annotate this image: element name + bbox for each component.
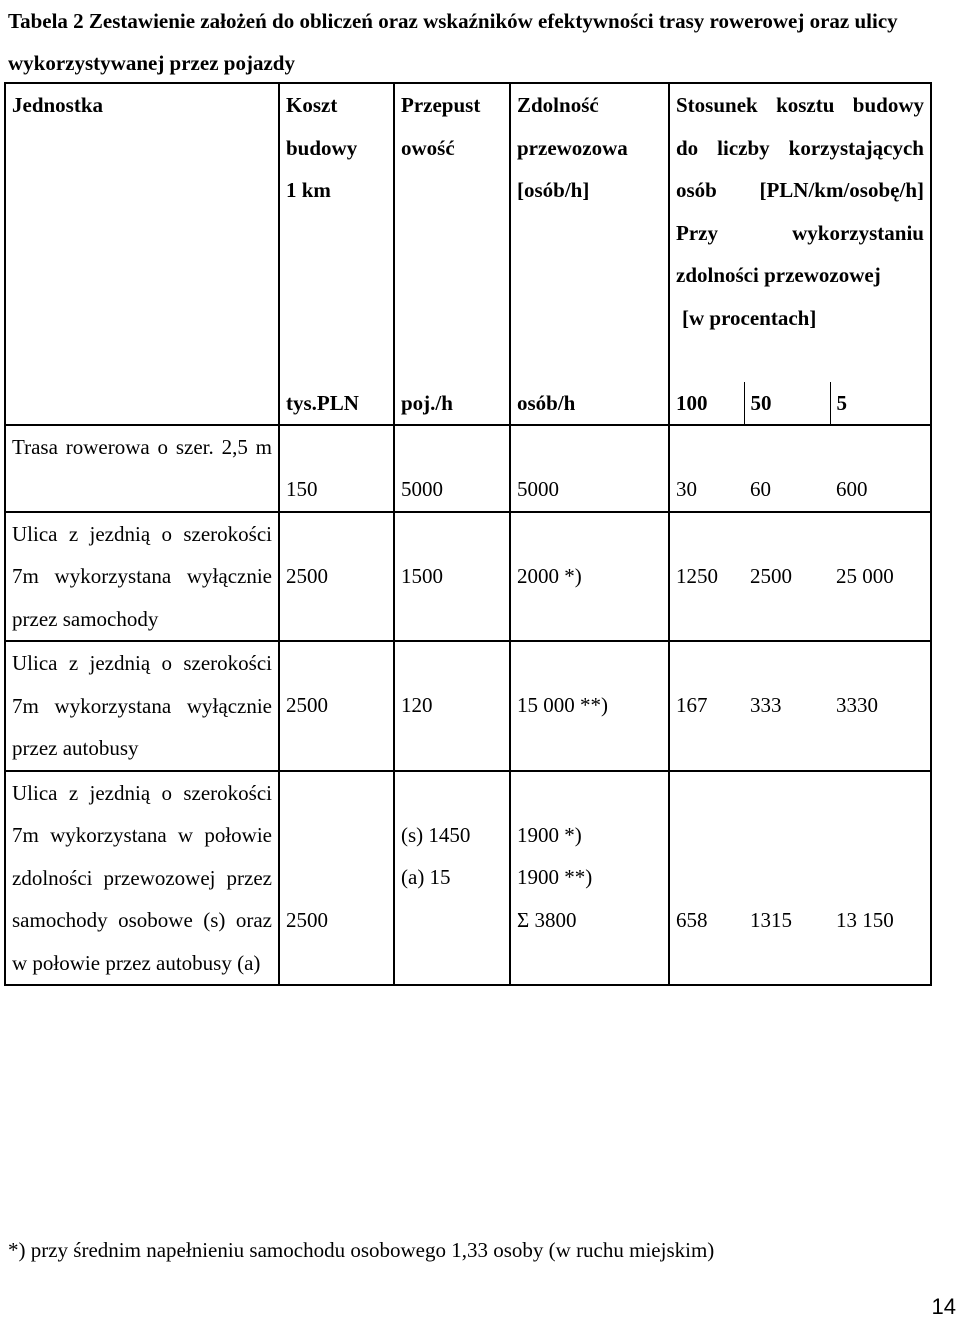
cell-p50: 1315 xyxy=(750,907,792,932)
cell-p100: 1250 xyxy=(676,563,718,588)
cell-koszt: 2500 xyxy=(279,641,394,771)
percent-5: 5 xyxy=(836,390,847,415)
cell-p50: 2500 xyxy=(750,563,792,588)
unit-zdolnosc: osób/h xyxy=(510,382,669,426)
percent-100: 100 xyxy=(676,390,708,415)
header-stosunek-text: Stosunek kosztu budowy do liczby korzystających osób [PLN/km/osobę/h] Przy wykorzystaniu zdolności przewozowej xyxy=(676,93,924,287)
cell-przepust-a: (a) 15 xyxy=(401,865,451,889)
cell-p100: 30 xyxy=(676,477,697,501)
cell-przepust: 1500 xyxy=(394,512,510,642)
header-zdolnosc-line: przewozowa xyxy=(517,135,628,160)
header-row xyxy=(5,83,931,382)
cell-zdolnosc xyxy=(510,771,669,986)
table-row xyxy=(5,641,931,771)
cell-p100: 658 xyxy=(676,907,708,932)
table-row xyxy=(5,512,931,642)
cell-percent-group xyxy=(669,425,931,512)
header-koszt-line: 1 km xyxy=(286,178,331,202)
cell-przepust-s: (s) 1450 xyxy=(401,822,471,847)
header-jednostka: Jednostka xyxy=(5,83,279,382)
cell-percent-group xyxy=(669,771,931,986)
percent-headers xyxy=(669,382,931,426)
header-koszt xyxy=(279,83,394,382)
cell-przepust: 5000 xyxy=(394,425,510,512)
header-przepust-line: Przepust xyxy=(401,93,481,117)
header-przepust-line: owość xyxy=(401,135,455,160)
header-koszt-line: budowy xyxy=(286,135,358,160)
cell-zdolnosc: 5000 xyxy=(510,425,669,512)
cell-p5: 13 150 xyxy=(836,907,894,932)
cell-p5: 3330 xyxy=(836,693,878,717)
cell-percent-group xyxy=(669,512,931,642)
cell-p5: 25 000 xyxy=(836,563,894,588)
cell-zdolnosc-sum: Σ 3800 xyxy=(517,907,577,932)
header-koszt-line: Koszt xyxy=(286,93,338,117)
cell-zdolnosc-2: 1900 **) xyxy=(517,865,593,889)
row-label: Trasa rowerowa o szer. 2,5 m xyxy=(5,425,279,512)
header-procentach: [w procentach] xyxy=(682,305,817,330)
cell-koszt: 150 xyxy=(279,425,394,512)
page-number: 14 xyxy=(931,1294,956,1319)
row-label: Ulica z jezdnią o szerokości 7m wykorzystana wyłącznie przez autobusy xyxy=(5,641,279,771)
cell-p100: 167 xyxy=(676,693,708,717)
cell-percent-group xyxy=(669,641,931,771)
table-row xyxy=(5,771,931,986)
footnote: *) przy średnim napełnieniu samochodu osobowego 1,33 osoby (w ruchu miejskim) xyxy=(8,1238,715,1262)
row-label: Ulica z jezdnią o szerokości 7m wykorzystana wyłącznie przez samochody xyxy=(5,512,279,642)
cell-zdolnosc: 15 000 **) xyxy=(510,641,669,771)
header-stosunek xyxy=(669,83,931,382)
units-empty xyxy=(5,382,279,426)
row-label: Ulica z jezdnią o szerokości 7m wykorzystana w połowie zdolności przewozowej przez samochody osobowe (s) oraz w połowie przez autobusy (a) xyxy=(5,771,279,986)
data-table xyxy=(4,82,932,986)
cell-koszt: 2500 xyxy=(279,771,394,986)
cell-p50: 333 xyxy=(750,693,782,717)
cell-zdolnosc-1: 1900 *) xyxy=(517,822,582,847)
units-row xyxy=(5,382,931,426)
cell-koszt: 2500 xyxy=(279,512,394,642)
header-zdolnosc xyxy=(510,83,669,382)
header-zdolnosc-line: [osób/h] xyxy=(517,178,590,202)
cell-przepust: 120 xyxy=(394,641,510,771)
cell-przepust xyxy=(394,771,510,986)
percent-50: 50 xyxy=(744,382,830,424)
header-przepustowosc xyxy=(394,83,510,382)
header-zdolnosc-line: Zdolność xyxy=(517,93,599,117)
cell-p5: 600 xyxy=(836,477,868,501)
unit-koszt: tys.PLN xyxy=(279,382,394,426)
cell-p50: 60 xyxy=(750,477,771,501)
table-caption: Tabela 2 Zestawienie założeń do obliczeń oraz wskaźników efektywności trasy rowerowej oraz ulicy wykorzystywanej przez pojazdy xyxy=(8,9,898,75)
cell-zdolnosc: 2000 *) xyxy=(510,512,669,642)
table-row xyxy=(5,425,931,512)
unit-przepust: poj./h xyxy=(394,382,510,426)
